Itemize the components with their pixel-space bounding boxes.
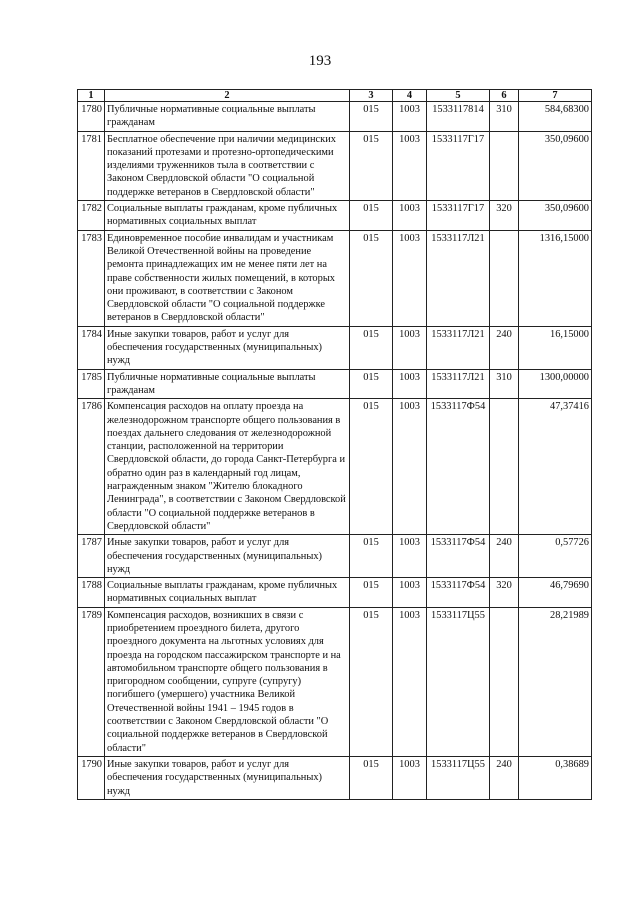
row-number: 1788: [78, 578, 105, 608]
table-row: [78, 326, 592, 369]
row-section-code: 1003: [393, 756, 427, 799]
row-section-code: 1003: [393, 535, 427, 578]
row-number: 1790: [78, 756, 105, 799]
row-number: 1783: [78, 230, 105, 326]
row-section-code: 1003: [393, 326, 427, 369]
table-row: [78, 230, 592, 326]
row-department-code: 015: [350, 607, 393, 756]
row-amount: 350,09600: [519, 131, 592, 200]
row-section-code: 1003: [393, 578, 427, 608]
header-row: [78, 90, 592, 102]
table-row: [78, 756, 592, 799]
row-description: Публичные нормативные социальные выплаты гражданам: [105, 102, 350, 132]
row-description: Иные закупки товаров, работ и услуг для обеспечения государственных (муниципальных) нужд: [105, 756, 350, 799]
row-department-code: 015: [350, 535, 393, 578]
table-body: [78, 102, 592, 800]
row-section-code: 1003: [393, 399, 427, 535]
column-header: 5: [427, 90, 490, 102]
column-header: 1: [78, 90, 105, 102]
column-header: 4: [393, 90, 427, 102]
row-amount: 350,09600: [519, 201, 592, 231]
row-section-code: 1003: [393, 230, 427, 326]
row-description: Иные закупки товаров, работ и услуг для обеспечения государственных (муниципальных) нужд: [105, 326, 350, 369]
row-expense-type: [490, 399, 519, 535]
row-expense-type: 240: [490, 535, 519, 578]
row-number: 1780: [78, 102, 105, 132]
row-section-code: 1003: [393, 369, 427, 399]
row-description: Социальные выплаты гражданам, кроме публичных нормативных социальных выплат: [105, 578, 350, 608]
table-row: [78, 131, 592, 200]
row-section-code: 1003: [393, 201, 427, 231]
row-description: Бесплатное обеспечение при наличии медицинских показаний протезами и протезно-ортопедическими изделиями труженников тыла в соответствии с Законом Свердловской области "О социальной поддержке ветеранов в Свердловской области": [105, 131, 350, 200]
row-department-code: 015: [350, 399, 393, 535]
table-row: [78, 399, 592, 535]
row-department-code: 015: [350, 326, 393, 369]
row-description: Компенсация расходов, возникших в связи с приобретением проездного билета, другого проездного документа на льготных условиях для проезда на городском пассажирском транспорте и на автомобильном транспорте общего пользования в пригородном сообщении, супруге (супругу) погибшего (умершего) участника Великой Отечественной войны 1941 – 1945 годов в соответствии с Законом Свердловской области "О социальной поддержке ветеранов в Свердловской области": [105, 607, 350, 756]
row-target-article: 1533117Ф54: [427, 535, 490, 578]
row-number: 1787: [78, 535, 105, 578]
budget-table: [77, 89, 592, 800]
row-expense-type: 310: [490, 369, 519, 399]
row-target-article: 1533117Л21: [427, 230, 490, 326]
row-expense-type: 310: [490, 102, 519, 132]
table-row: [78, 369, 592, 399]
row-department-code: 015: [350, 578, 393, 608]
row-department-code: 015: [350, 201, 393, 231]
row-target-article: 1533117Ц55: [427, 607, 490, 756]
row-target-article: 1533117Г17: [427, 131, 490, 200]
row-department-code: 015: [350, 102, 393, 132]
row-target-article: 1533117Л21: [427, 326, 490, 369]
row-amount: 0,38689: [519, 756, 592, 799]
row-number: 1786: [78, 399, 105, 535]
row-expense-type: 320: [490, 201, 519, 231]
row-department-code: 015: [350, 230, 393, 326]
row-target-article: 1533117Ф54: [427, 578, 490, 608]
row-department-code: 015: [350, 756, 393, 799]
row-expense-type: 320: [490, 578, 519, 608]
row-amount: 28,21989: [519, 607, 592, 756]
row-department-code: 015: [350, 131, 393, 200]
table-row: [78, 102, 592, 132]
table-row: [78, 535, 592, 578]
row-amount: 47,37416: [519, 399, 592, 535]
row-section-code: 1003: [393, 131, 427, 200]
column-header: 3: [350, 90, 393, 102]
row-amount: 16,15000: [519, 326, 592, 369]
row-description: Единовременное пособие инвалидам и участникам Великой Отечественной войны на проведение ремонта принадлежащих им не менее пяти лет на праве собственности жилых помещений, в которых они проживают, в соответствии с Законом Свердловской области "О социальной поддержке ветеранов в Свердловской области": [105, 230, 350, 326]
row-amount: 0,57726: [519, 535, 592, 578]
column-header: 6: [490, 90, 519, 102]
row-number: 1781: [78, 131, 105, 200]
row-description: Иные закупки товаров, работ и услуг для обеспечения государственных (муниципальных) нужд: [105, 535, 350, 578]
row-expense-type: [490, 230, 519, 326]
row-expense-type: 240: [490, 756, 519, 799]
row-number: 1789: [78, 607, 105, 756]
row-section-code: 1003: [393, 102, 427, 132]
row-target-article: 1533117Ф54: [427, 399, 490, 535]
row-amount: 1316,15000: [519, 230, 592, 326]
table-row: [78, 201, 592, 231]
row-expense-type: [490, 131, 519, 200]
row-department-code: 015: [350, 369, 393, 399]
row-expense-type: [490, 607, 519, 756]
row-target-article: 1533117Г17: [427, 201, 490, 231]
column-header: 7: [519, 90, 592, 102]
row-description: Публичные нормативные социальные выплаты гражданам: [105, 369, 350, 399]
page-number: 193: [308, 53, 332, 69]
table-header: [78, 90, 592, 102]
table-row: [78, 607, 592, 756]
table-row: [78, 578, 592, 608]
row-amount: 584,68300: [519, 102, 592, 132]
row-target-article: 1533117814: [427, 102, 490, 132]
row-target-article: 1533117Ц55: [427, 756, 490, 799]
row-number: 1785: [78, 369, 105, 399]
row-target-article: 1533117Л21: [427, 369, 490, 399]
column-header: 2: [105, 90, 350, 102]
row-number: 1782: [78, 201, 105, 231]
row-amount: 1300,00000: [519, 369, 592, 399]
row-amount: 46,79690: [519, 578, 592, 608]
row-expense-type: 240: [490, 326, 519, 369]
row-section-code: 1003: [393, 607, 427, 756]
row-description: Компенсация расходов на оплату проезда на железнодорожном транспорте общего пользования в поездах дальнего следования от железнодорожной станции, расположенной на территории Свердловской области, до города Санкт-Петербурга и обратно один раз в календарный год лицам, награжденным знаком "Жителю блокадного Ленинграда", в соответствии с Законом Свердловской области "О социальной поддержке ветеранов в Свердловской области": [105, 399, 350, 535]
row-number: 1784: [78, 326, 105, 369]
row-description: Социальные выплаты гражданам, кроме публичных нормативных социальных выплат: [105, 201, 350, 231]
